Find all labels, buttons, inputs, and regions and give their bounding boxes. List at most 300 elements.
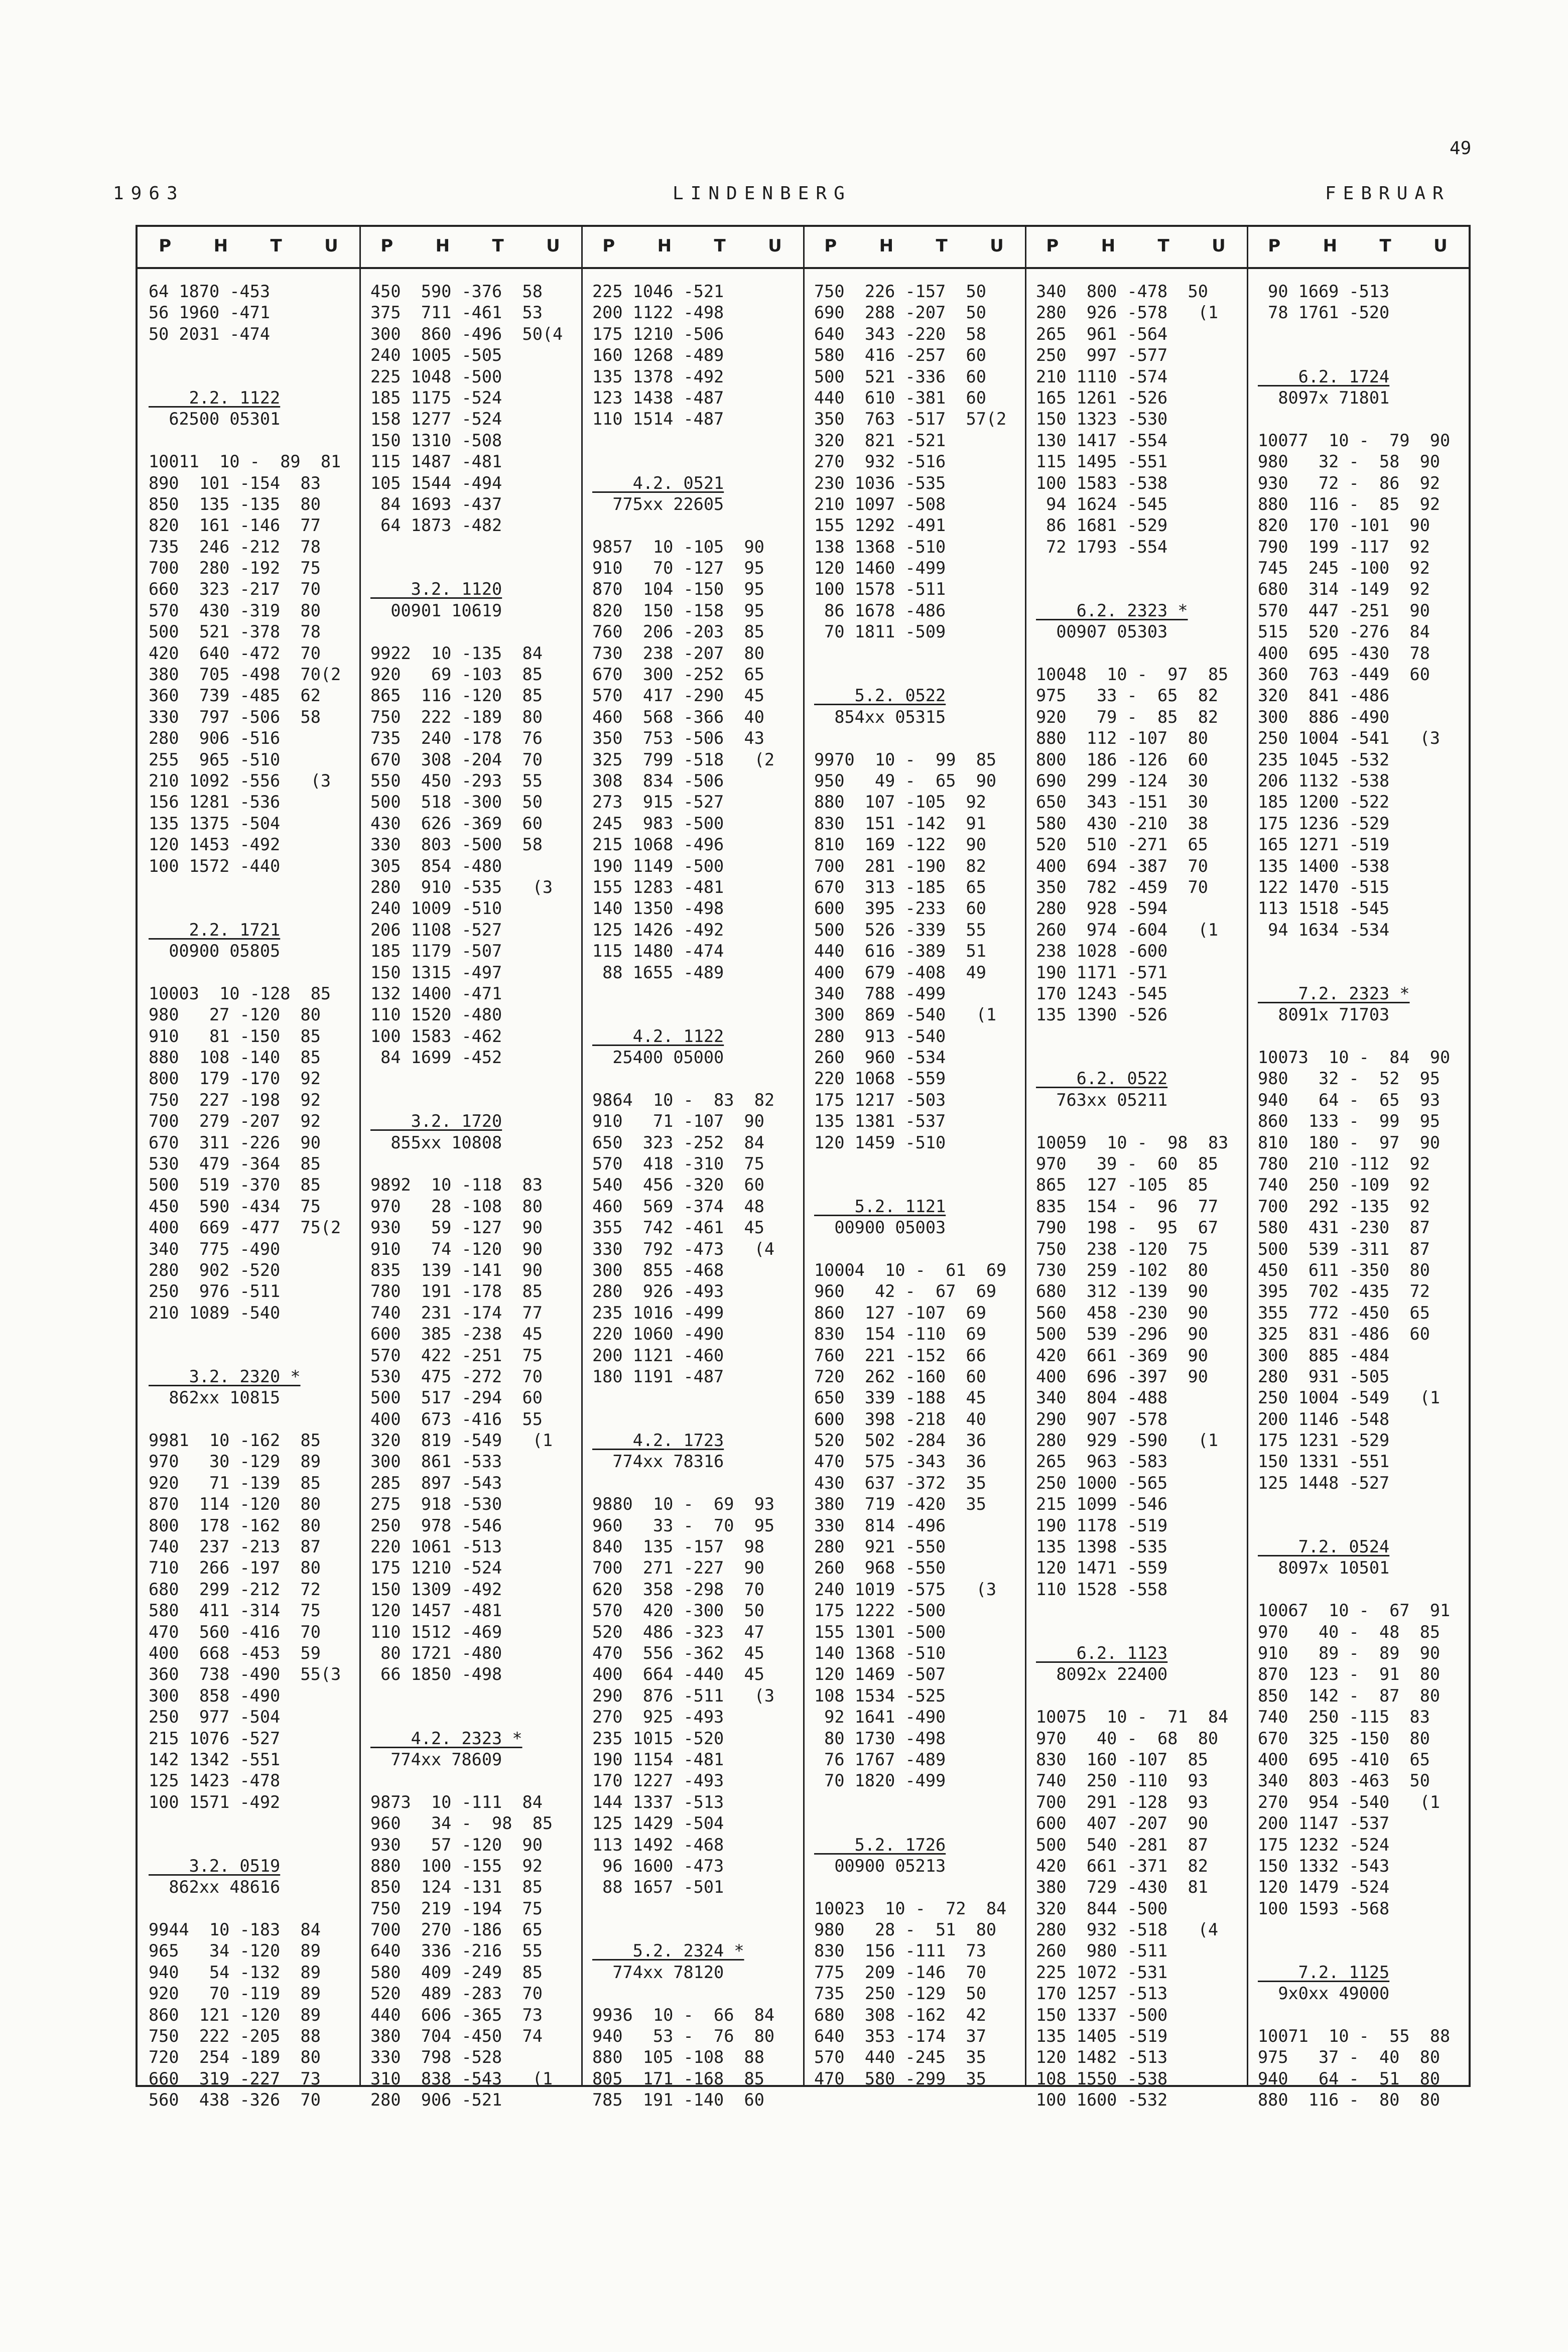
data-line: 260 980 -511 (1036, 1941, 1168, 1961)
data-line: 820 150 -158 95 (592, 600, 764, 620)
data-line: 500 540 -281 87 (1036, 1835, 1208, 1855)
data-line (592, 430, 800, 451)
data-line: 740 231 -174 77 (370, 1302, 543, 1323)
column-header-label: P (1268, 236, 1281, 256)
data-line: 975 37 - 40 80 (1258, 2047, 1441, 2067)
data-line (1258, 1515, 1466, 1536)
data-line: 970 30 -129 89 (149, 1452, 321, 1472)
data-line: 135 1398 -535 (1036, 1537, 1168, 1557)
data-line: 00900 05003 (814, 1218, 946, 1238)
data-line (370, 1090, 578, 1111)
data-line: 210 1092 -556 (3 (149, 770, 331, 791)
data-line: 780 210 -112 92 (1258, 1154, 1430, 1174)
data-line (370, 1707, 578, 1728)
data-line: 210 1089 -540 (149, 1302, 281, 1323)
sounding-title: 2.2. 1721 (149, 920, 281, 940)
data-line: 330 803 -500 58 (370, 835, 543, 855)
data-line (1036, 1685, 1244, 1707)
data-line: 690 299 -124 30 (1036, 770, 1208, 791)
data-line: 440 606 -365 73 (370, 2005, 543, 2025)
data-line: 70 1811 -509 (814, 622, 946, 642)
data-line: 580 431 -230 87 (1258, 1218, 1430, 1238)
data-line (592, 1387, 800, 1408)
data-line: 175 1222 -500 (814, 1601, 946, 1621)
data-line: 120 1471 -559 (1036, 1558, 1168, 1578)
column-header-label: H (657, 236, 672, 256)
data-line: 650 323 -252 84 (592, 1132, 764, 1152)
data-line: 94 1634 -534 (1258, 920, 1390, 940)
data-line: 500 539 -296 90 (1036, 1324, 1208, 1344)
header-station: LINDENBERG (673, 183, 852, 204)
data-line: 9981 10 -162 85 (149, 1430, 321, 1451)
data-line: 880 105 -108 88 (592, 2047, 764, 2067)
data-line: 330 814 -496 (814, 1515, 946, 1535)
sounding-title: 5.2. 2324 * (592, 1941, 744, 1961)
data-line: 700 281 -190 82 (814, 856, 986, 876)
data-line (592, 1983, 800, 2004)
data-line: 460 569 -374 48 (592, 1196, 764, 1216)
data-line: 910 74 -120 90 (370, 1239, 543, 1259)
data-line: 225 1072 -531 (1036, 1962, 1168, 1982)
data-line: 880 112 -107 80 (1036, 728, 1208, 748)
data-line (1258, 2005, 1466, 2026)
data-line: 835 139 -141 90 (370, 1260, 543, 1280)
data-line: 150 1310 -508 (370, 430, 502, 450)
data-line: 280 926 -578 (1 (1036, 303, 1219, 323)
data-line: 8091x 71703 (1258, 1005, 1390, 1025)
column-header-label: P (602, 236, 615, 256)
data-line: 680 314 -149 92 (1258, 579, 1430, 599)
data-line (1258, 409, 1466, 430)
data-line: 9x0xx 49000 (1258, 1984, 1390, 2004)
data-line: 260 968 -550 (814, 1558, 946, 1578)
data-line (149, 366, 356, 387)
data-line: 230 1036 -535 (814, 473, 946, 493)
data-line (1036, 1026, 1244, 1047)
data-line: 9864 10 - 83 82 (592, 1090, 775, 1110)
column-header-label: T (270, 236, 282, 256)
data-line: 255 965 -510 (149, 749, 281, 769)
data-line: 285 897 -543 (370, 1473, 502, 1493)
data-line: 750 226 -157 50 (814, 282, 986, 301)
data-line: 700 279 -207 92 (149, 1111, 321, 1131)
data-line: 105 1544 -494 (370, 473, 502, 493)
data-line: 550 450 -293 55 (370, 770, 543, 791)
data-line: 120 1459 -510 (814, 1132, 946, 1152)
data-line: 155 1301 -500 (814, 1622, 946, 1642)
data-line: 215 1068 -496 (592, 835, 724, 855)
data-line (814, 1153, 1022, 1174)
data-line: 9857 10 -105 90 (592, 537, 764, 557)
data-line: 120 1453 -492 (149, 835, 281, 855)
data-line: 120 1479 -524 (1258, 1877, 1390, 1897)
data-line: 570 418 -310 75 (592, 1154, 764, 1174)
sounding-title: 2.2. 1122 (149, 387, 281, 408)
data-line: 132 1400 -471 (370, 983, 502, 1003)
data-line: 280 910 -535 (3 (370, 877, 553, 897)
data-line: 206 1132 -538 (1258, 770, 1390, 791)
data-line: 910 70 -127 95 (592, 558, 764, 578)
data-line: 270 932 -516 (814, 452, 946, 472)
data-line: 275 918 -530 (370, 1494, 502, 1514)
data-line: 450 590 -434 75 (149, 1196, 321, 1216)
data-line (592, 1898, 800, 1919)
table-column (359, 227, 581, 2110)
data-line: 650 343 -151 30 (1036, 792, 1208, 812)
data-line: 280 906 -516 (149, 728, 281, 748)
data-line: 850 135 -135 80 (149, 494, 321, 514)
data-line: 650 339 -188 45 (814, 1388, 986, 1408)
data-line: 100 1583 -538 (1036, 473, 1168, 493)
data-line: 265 961 -564 (1036, 324, 1168, 344)
data-line: 840 135 -157 98 (592, 1537, 764, 1557)
data-line: 360 738 -490 55(3 (149, 1664, 341, 1684)
data-line (149, 430, 356, 451)
data-line: 500 517 -294 60 (370, 1388, 543, 1408)
data-line: 820 170 -101 90 (1258, 515, 1430, 536)
data-line: 94 1624 -545 (1036, 494, 1168, 514)
data-line: 580 416 -257 60 (814, 345, 986, 365)
data-line: 150 1309 -492 (370, 1579, 502, 1599)
data-line: 600 395 -233 60 (814, 898, 986, 919)
data-line: 155 1283 -481 (592, 877, 724, 897)
data-line: 110 1520 -480 (370, 1005, 502, 1025)
data-line: 430 626 -369 60 (370, 813, 543, 833)
data-line (592, 1409, 800, 1430)
data-line: 820 161 -146 77 (149, 515, 321, 536)
data-line: 940 53 - 76 80 (592, 2026, 775, 2046)
data-line: 680 308 -162 42 (814, 2005, 986, 2025)
sounding-title: 6.2. 1123 (1036, 1643, 1168, 1663)
data-line: 273 915 -527 (592, 792, 724, 812)
data-line: 96 1600 -473 (592, 1856, 724, 1876)
data-line: 740 250 -110 93 (1036, 1771, 1208, 1791)
data-line: 210 1097 -508 (814, 494, 946, 514)
sounding-title: 7.2. 2323 * (1258, 983, 1410, 1003)
data-line: 570 430 -319 80 (149, 600, 321, 620)
data-line: 600 398 -218 40 (814, 1409, 986, 1429)
data-line: 72 1793 -554 (1036, 537, 1168, 557)
data-line: 660 319 -227 73 (149, 2068, 321, 2088)
data-line: 470 560 -416 70 (149, 1622, 321, 1642)
data-line: 290 907 -578 (1036, 1409, 1168, 1429)
data-line: 360 763 -449 60 (1258, 665, 1430, 685)
data-line (592, 515, 800, 536)
data-line: 66 1850 -498 (370, 1664, 502, 1684)
data-line: 735 246 -212 78 (149, 537, 321, 557)
data-line: 660 323 -217 70 (149, 579, 321, 599)
data-line: 150 1332 -543 (1258, 1856, 1390, 1876)
data-line: 86 1681 -529 (1036, 515, 1168, 536)
data-line: 500 539 -311 87 (1258, 1239, 1430, 1259)
data-line: 160 1268 -489 (592, 345, 724, 365)
sounding-title: 4.2. 0521 (592, 473, 724, 493)
column-header-label: H (879, 236, 894, 256)
data-line: 215 1076 -527 (149, 1728, 281, 1748)
data-line: 580 409 -249 85 (370, 1962, 543, 1982)
data-line: 110 1512 -469 (370, 1622, 502, 1642)
data-line: 115 1480 -474 (592, 941, 724, 961)
data-line: 108 1550 -538 (1036, 2068, 1168, 2088)
column-header-label: U (324, 236, 338, 256)
data-line: 100 1572 -440 (149, 856, 281, 876)
sounding-title: 4.2. 1122 (592, 1026, 724, 1046)
data-line: 920 71 -139 85 (149, 1473, 321, 1493)
data-line: 862xx 10815 (149, 1388, 281, 1408)
column-header-label: P (159, 236, 172, 256)
data-line: 460 568 -366 40 (592, 707, 764, 727)
data-line: 800 179 -170 92 (149, 1069, 321, 1089)
data-line: 750 238 -120 75 (1036, 1239, 1208, 1259)
data-line: 308 834 -506 (592, 770, 724, 791)
table-column (138, 227, 359, 2110)
data-line: 310 838 -543 (1 (370, 2068, 553, 2088)
data-line: 400 695 -430 78 (1258, 643, 1430, 663)
data-line: 420 661 -371 82 (1036, 1856, 1208, 1876)
data-line: 440 616 -389 51 (814, 941, 986, 961)
data-line: 100 1600 -532 (1036, 2090, 1168, 2110)
data-line: 420 640 -472 70 (149, 643, 321, 663)
data-line (814, 1877, 1022, 1898)
data-line (370, 1770, 578, 1791)
data-line (814, 1174, 1022, 1196)
data-line: 730 259 -102 80 (1036, 1260, 1208, 1280)
data-line: 225 1046 -521 (592, 282, 724, 301)
data-line: 400 664 -440 45 (592, 1664, 764, 1684)
data-line: 910 71 -107 90 (592, 1111, 764, 1131)
data-line: 140 1368 -510 (814, 1643, 946, 1663)
column-header-label: U (768, 236, 782, 256)
data-line: 470 580 -299 35 (814, 2068, 986, 2088)
data-line (592, 451, 800, 472)
data-line: 165 1261 -526 (1036, 387, 1168, 408)
data-line: 220 1061 -513 (370, 1537, 502, 1557)
data-line: 56 1960 -471 (149, 303, 271, 323)
data-line (370, 1068, 578, 1089)
data-line (814, 643, 1022, 664)
data-line: 960 34 - 98 85 (370, 1813, 553, 1834)
data-line: 25400 05000 (592, 1048, 724, 1068)
column-header-label: U (546, 236, 560, 256)
data-line: 125 1429 -504 (592, 1813, 724, 1834)
data-line: 250 1000 -565 (1036, 1473, 1168, 1493)
column-header-label: T (714, 236, 726, 256)
data-line: 100 1578 -511 (814, 579, 946, 599)
data-line: 520 510 -271 65 (1036, 835, 1208, 855)
data-line: 9936 10 - 66 84 (592, 2005, 775, 2025)
data-line: 950 49 - 65 90 (814, 770, 997, 791)
sounding-title: 6.2. 0522 (1036, 1069, 1168, 1089)
data-line (814, 728, 1022, 749)
data-line (370, 1153, 578, 1174)
data-line: 220 1068 -559 (814, 1069, 946, 1089)
data-line: 200 1146 -548 (1258, 1409, 1390, 1429)
data-line: 670 300 -252 65 (592, 665, 764, 685)
column-header-label: H (435, 236, 450, 256)
data-line (1258, 1026, 1466, 1047)
data-line (149, 345, 356, 366)
data-line: 260 960 -534 (814, 1048, 946, 1068)
data-line: 355 772 -450 65 (1258, 1302, 1430, 1323)
page-number: 49 (1450, 138, 1472, 159)
data-line: 135 1405 -519 (1036, 2026, 1168, 2046)
data-line: 774xx 78316 (592, 1452, 724, 1472)
column-divider (1025, 227, 1026, 2085)
column-header-label: U (1212, 236, 1226, 256)
data-line: 320 821 -521 (814, 430, 946, 450)
data-line: 350 782 -459 70 (1036, 877, 1208, 897)
data-line: 175 1236 -529 (1258, 813, 1390, 833)
data-line: 80 1730 -498 (814, 1728, 946, 1748)
data-line: 158 1277 -524 (370, 409, 502, 429)
data-line: 10075 10 - 71 84 (1036, 1707, 1229, 1727)
sounding-title: 3.2. 2320 * (149, 1366, 301, 1386)
data-line: 290 876 -511 (3 (592, 1685, 775, 1706)
data-line: 835 154 - 96 77 (1036, 1196, 1219, 1216)
data-line: 250 1004 -549 (1 (1258, 1388, 1441, 1408)
data-line: 170 1257 -513 (1036, 1984, 1168, 2004)
data-line: 86 1678 -486 (814, 600, 946, 620)
data-line: 560 458 -230 90 (1036, 1302, 1208, 1323)
data-line: 740 237 -213 87 (149, 1537, 321, 1557)
data-line: 960 42 - 67 69 (814, 1281, 997, 1301)
data-line: 100 1583 -462 (370, 1026, 502, 1046)
data-line: 185 1175 -524 (370, 387, 502, 408)
data-line: 720 262 -160 60 (814, 1366, 986, 1386)
data-line: 830 156 -111 73 (814, 1941, 986, 1961)
data-line: 340 803 -463 50 (1258, 1771, 1430, 1791)
data-line: 138 1368 -510 (814, 537, 946, 557)
data-line: 440 610 -381 60 (814, 387, 986, 408)
data-line: 9970 10 - 99 85 (814, 749, 997, 769)
data-line: 280 921 -550 (814, 1537, 946, 1557)
data-line: 750 219 -194 75 (370, 1898, 543, 1918)
data-line (149, 877, 356, 898)
data-line: 740 250 -109 92 (1258, 1175, 1430, 1195)
data-line (1258, 324, 1466, 345)
column-header (1025, 236, 1247, 256)
data-line (1258, 941, 1466, 962)
data-line (149, 1835, 356, 1856)
sounding-title: 3.2. 1720 (370, 1111, 502, 1131)
data-line: 670 308 -204 70 (370, 749, 543, 769)
header-year: 1963 (113, 183, 185, 204)
data-line: 76 1767 -489 (814, 1749, 946, 1769)
data-line: 10003 10 -128 85 (149, 983, 331, 1003)
data-line: 830 160 -107 85 (1036, 1749, 1208, 1769)
data-line (149, 1324, 356, 1345)
data-line: 350 763 -517 57(2 (814, 409, 1007, 429)
data-line: 250 977 -504 (149, 1707, 281, 1727)
data-line: 750 222 -205 88 (149, 2026, 321, 2046)
data-line: 520 489 -283 70 (370, 1984, 543, 2004)
data-line: 860 121 -120 89 (149, 2005, 321, 2025)
data-line: 690 288 -207 50 (814, 303, 986, 323)
data-line: 400 668 -453 59 (149, 1643, 321, 1663)
data-line: 760 221 -152 66 (814, 1345, 986, 1365)
sounding-title: 3.2. 1120 (370, 579, 502, 599)
header-month: FEBRUAR (1325, 183, 1451, 204)
data-line: 8092x 22400 (1036, 1664, 1168, 1684)
data-line: 280 926 -493 (592, 1281, 724, 1301)
data-line: 280 931 -505 (1258, 1366, 1390, 1386)
column-body (370, 281, 578, 2111)
sounding-title: 5.2. 1726 (814, 1835, 946, 1855)
data-line: 108 1534 -525 (814, 1685, 946, 1706)
data-line: 78 1761 -520 (1258, 303, 1390, 323)
data-line: 115 1495 -551 (1036, 452, 1168, 472)
data-line: 400 679 -408 49 (814, 962, 986, 982)
data-line: 880 107 -105 92 (814, 792, 986, 812)
data-line: 700 270 -186 65 (370, 1920, 543, 1940)
data-line: 62500 05301 (149, 409, 281, 429)
data-line (1036, 1047, 1244, 1068)
data-line: 920 70 -119 89 (149, 1984, 321, 2004)
data-line: 250 978 -546 (370, 1515, 502, 1535)
data-line: 355 742 -461 45 (592, 1218, 764, 1238)
data-line: 700 280 -192 75 (149, 558, 321, 578)
data-line: 9873 10 -111 84 (370, 1792, 543, 1812)
data-line: 144 1337 -513 (592, 1792, 724, 1812)
data-line: 520 502 -284 36 (814, 1430, 986, 1451)
data-line: 84 1693 -437 (370, 494, 502, 514)
data-line: 9922 10 -135 84 (370, 643, 543, 663)
data-line: 560 438 -326 70 (149, 2090, 321, 2110)
data-line (1258, 962, 1466, 983)
data-line: 865 116 -120 85 (370, 686, 543, 706)
column-header-label: P (380, 236, 394, 256)
data-line (1036, 1111, 1244, 1132)
data-line: 970 40 - 68 80 (1036, 1728, 1219, 1748)
data-line: 600 385 -238 45 (370, 1324, 543, 1344)
sounding-title: 6.2. 2323 * (1036, 600, 1188, 620)
data-line: 860 127 -107 69 (814, 1302, 986, 1323)
data-line: 350 753 -506 43 (592, 728, 764, 748)
data-line: 740 250 -115 83 (1258, 1707, 1430, 1727)
data-line: 980 32 - 58 90 (1258, 452, 1441, 472)
data-line (814, 1813, 1022, 1834)
data-line: 64 1870 -453 (149, 282, 271, 301)
data-line: 200 1147 -537 (1258, 1813, 1390, 1834)
data-line: 10023 10 - 72 84 (814, 1898, 1007, 1918)
data-line: 580 430 -210 38 (1036, 813, 1208, 833)
data-line: 123 1438 -487 (592, 387, 724, 408)
data-line: 400 696 -397 90 (1036, 1366, 1208, 1386)
data-line: 135 1378 -492 (592, 366, 724, 386)
data-line: 855xx 10808 (370, 1132, 502, 1152)
data-line: 570 422 -251 75 (370, 1345, 543, 1365)
data-line: 122 1470 -515 (1258, 877, 1390, 897)
data-line: 910 89 - 89 90 (1258, 1643, 1441, 1663)
data-line: 300 858 -490 (149, 1685, 281, 1706)
data-line: 170 1227 -493 (592, 1771, 724, 1791)
data-line: 975 33 - 65 82 (1036, 686, 1219, 706)
data-line: 110 1514 -487 (592, 409, 724, 429)
data-line: 395 702 -435 72 (1258, 1281, 1430, 1301)
data-line: 360 739 -485 62 (149, 686, 321, 706)
data-line: 280 913 -540 (814, 1026, 946, 1046)
data-line: 570 420 -300 50 (592, 1601, 764, 1621)
data-line: 175 1210 -524 (370, 1558, 502, 1578)
data-line: 400 695 -410 65 (1258, 1749, 1430, 1769)
data-line: 190 1171 -571 (1036, 962, 1168, 982)
data-line: 135 1375 -504 (149, 813, 281, 833)
data-line: 00901 10619 (370, 600, 502, 620)
data-line: 156 1281 -536 (149, 792, 281, 812)
data-line: 120 1469 -507 (814, 1664, 946, 1684)
data-line: 320 844 -500 (1036, 1898, 1168, 1918)
data-line: 785 191 -140 60 (592, 2090, 764, 2110)
